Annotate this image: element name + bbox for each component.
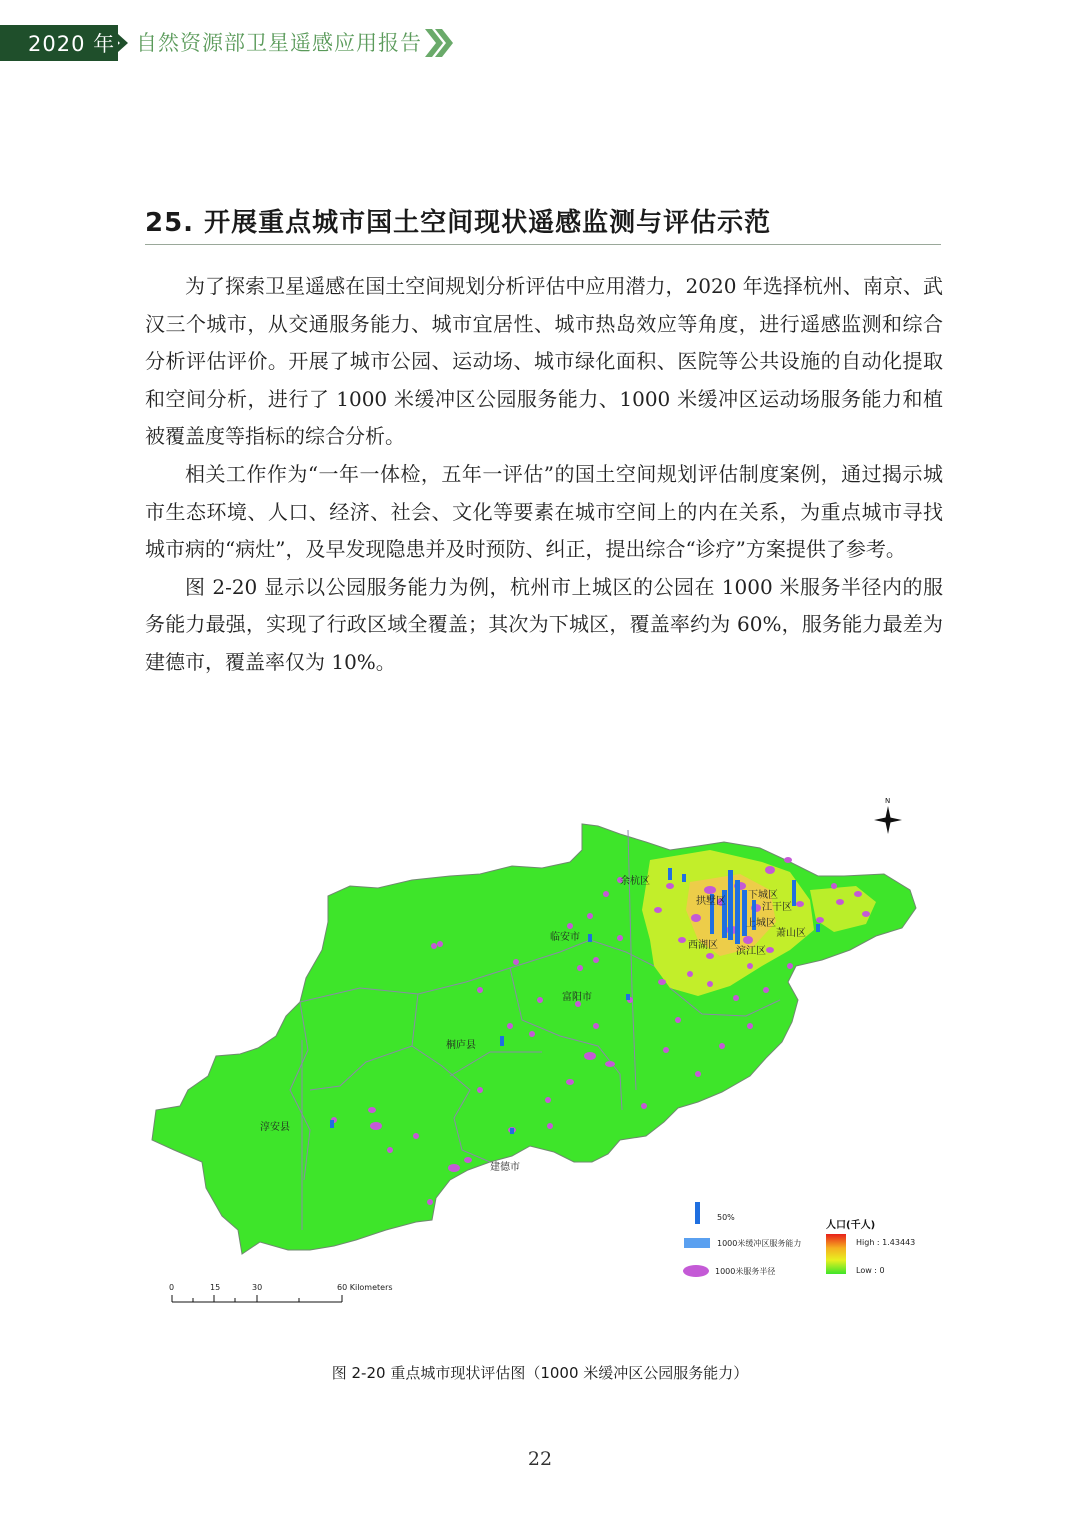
- legend-capacity-swatch: [684, 1238, 710, 1248]
- map-image: [150, 790, 930, 1320]
- legend-capacity-label: 1000米缓冲区服务能力: [717, 1239, 802, 1248]
- scale-label-0: 0: [169, 1283, 175, 1292]
- label-gongshu: 拱墅区: [696, 896, 726, 907]
- section-title: 25. 开展重点城市国土空间现状遥感监测与评估示范: [145, 208, 772, 238]
- page-number: 22: [527, 1448, 553, 1470]
- header-report-title: 自然资源部卫星遥感应用报告: [136, 31, 422, 55]
- scale-label-30: 30: [252, 1283, 263, 1292]
- label-linan: 临安市: [550, 932, 580, 943]
- legend-radius-label: 1000米服务半径: [715, 1267, 776, 1276]
- north-label: N: [885, 797, 891, 805]
- label-xihu: 西湖区: [688, 940, 718, 951]
- legend-bar-swatch: [695, 1202, 700, 1224]
- paragraph: 为了探索卫星遥感在国土空间规划分析评估中应用潜力，2020 年选择杭州、南京、武汉三个城市，从交通服务能力、城市宜居性、城市热岛效应等角度，进行遥感监测和综合分析评估评价。开展了城市公园、运动场、城市绿化面积、医院等公共设施的自动化提取和空间分析，进行了 1000 米缓冲区公园服务能力、1000 米缓冲区运动场服务能力和植被覆盖度等指标的综合分析。: [145, 274, 943, 449]
- map-legend: [683, 1202, 915, 1277]
- paragraph: 图 2-20 显示以公园服务能力为例，杭州市上城区的公园在 1000 米服务半径内的服务能力最强，实现了行政区域全覆盖；其次为下城区，覆盖率约为 60%，服务能力最差为建德市，覆盖率仅为 10%。: [145, 574, 943, 674]
- legend-population-title: 人口(千人): [826, 1220, 876, 1231]
- north-arrow-icon: [874, 797, 902, 834]
- legend-radius-swatch: [683, 1265, 709, 1277]
- double-chevron-right-icon: [425, 29, 455, 57]
- body-text: [145, 268, 943, 682]
- figure-caption: 图 2-20 重点城市现状评估图（1000 米缓冲区公园服务能力）: [331, 1364, 749, 1382]
- label-binjiang: 滨江区: [736, 946, 766, 957]
- label-yuhang: 余杭区: [620, 876, 650, 887]
- section-divider: [145, 244, 941, 245]
- hangzhou-park-service-map: [150, 790, 930, 1320]
- label-shangcheng: 上城区: [746, 918, 776, 929]
- legend-high: High : 1.43443: [856, 1238, 916, 1247]
- label-jianggan: 江干区: [762, 902, 792, 913]
- scale-bar: [169, 1283, 393, 1302]
- label-tonglu: 桐庐县: [446, 1040, 476, 1051]
- label-xiacheng: 下城区: [748, 890, 778, 901]
- header-year: 2020 年: [28, 32, 116, 56]
- legend-population-ramp: [826, 1234, 846, 1274]
- legend-bar-label: 50%: [717, 1213, 735, 1222]
- label-jiande: 建德市: [490, 1162, 520, 1173]
- paragraph: 相关工作作为“一年一体检，五年一评估”的国土空间规划评估制度案例，通过揭示城市生态环境、人口、经济、社会、文化等要素在城市空间上的内在关系，为重点城市寻找城市病的“病灶”，及早发现隐患并及时预防、纠正，提出综合“诊疗”方案提供了参考。: [145, 461, 943, 562]
- label-xiaoshan: 萧山区: [776, 928, 806, 939]
- legend-low: Low : 0: [856, 1266, 885, 1275]
- scale-label-15: 15: [210, 1283, 221, 1292]
- chevron-right-icon: [110, 34, 132, 52]
- label-chunan: 淳安县: [260, 1122, 290, 1133]
- label-fuyang: 富阳市: [562, 992, 592, 1003]
- scale-label-60: 60 Kilometers: [337, 1283, 393, 1292]
